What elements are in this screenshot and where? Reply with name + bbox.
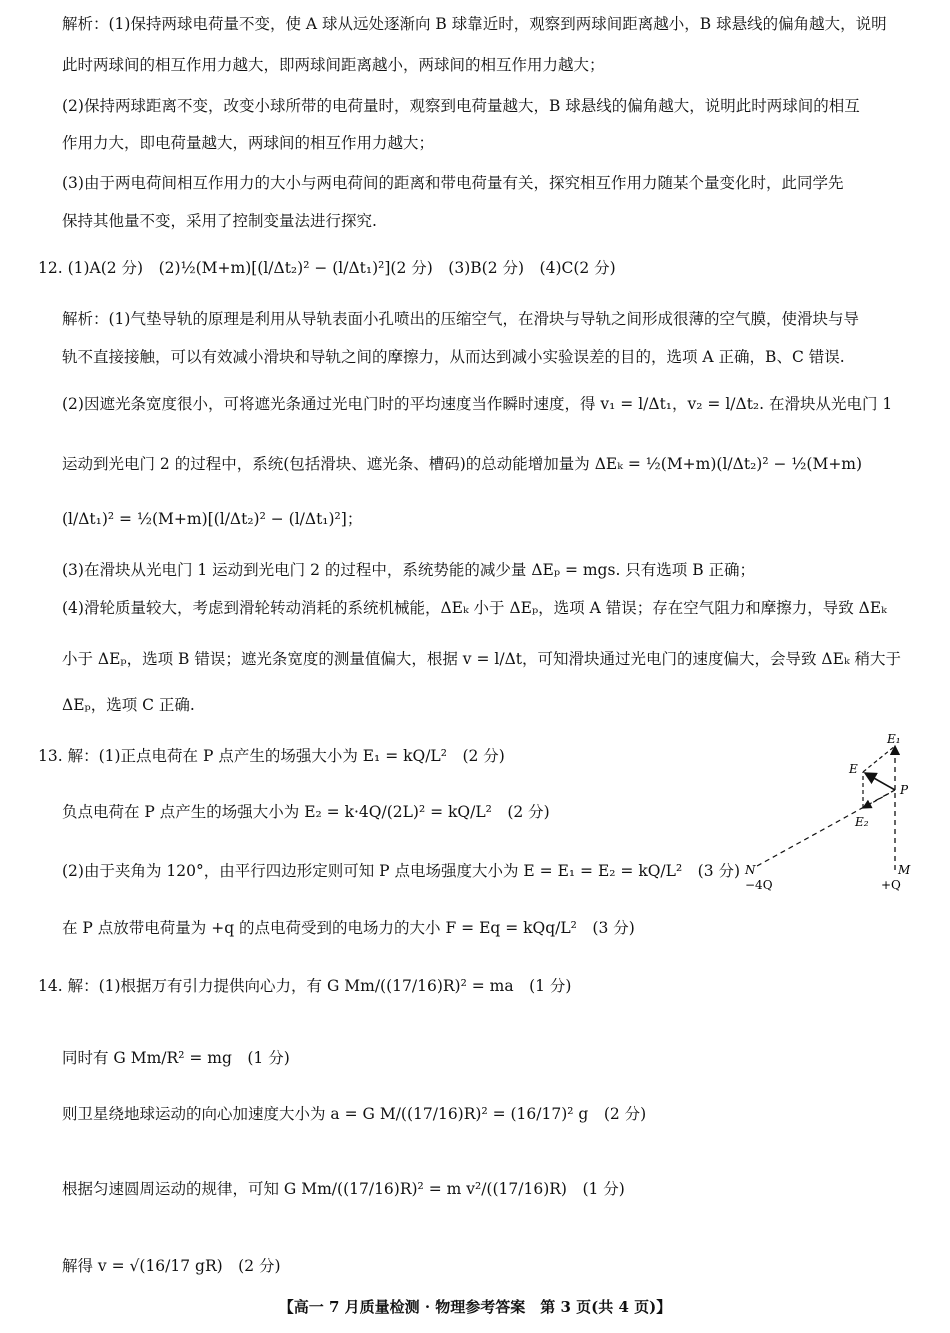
q14-line-1: 14. 解：(1)根据万有引力提供向心力，有 G Mm/((17/16)R)² = ma (1 分) (38, 977, 572, 995)
np-dashed-line (757, 791, 893, 866)
q12-line-2: 轨不直接接触，可以有效减小滑块和导轨之间的摩擦力，从而达到减小实验误差的目的，选项 A 正确，B、C 错误. (62, 348, 845, 366)
q11-line-5: (3)由于两电荷间相互作用力的大小与两电荷间的距离和带电荷量有关，探究相互作用力随某个量变化时，此同学先 (62, 174, 844, 192)
q11-line-4: 作用力大，即电荷量越大，两球间的相互作用力越大； (62, 134, 435, 152)
q12-line-4: 运动到光电门 2 的过程中，系统(包括滑块、遮光条、槽码)的总动能增加量为 ΔEₖ = ½(M+m)(l/Δt₂)² − ½(M+m) (62, 455, 863, 473)
q11-line-2: 此时两球间的相互作用力越大，即两球间距离越小，两球间的相互作用力越大； (62, 56, 605, 74)
q11-line-1: 解析：(1)保持两球电荷量不变，使 A 球从远处逐渐向 B 球靠近时，观察到两球间距离越小，B 球悬线的偏角越大，说明 (62, 15, 887, 33)
q11-line-3: (2)保持两球距离不变，改变小球所带的电荷量时，观察到电荷量越大，B 球悬线的偏角越大，说明此时两球间的相互 (62, 97, 860, 115)
q11-line-6: 保持其他量不变，采用了控制变量法进行探究. (62, 212, 377, 230)
label-e2: E₂ (855, 815, 869, 829)
q12-line-9: ΔEₚ，选项 C 正确. (62, 696, 195, 714)
q12-answer-line: 12. (1)A(2 分) (2)½(M+m)[(l/Δt₂)² − (l/Δt₁)²](2 分) (3)B(2 分) (4)C(2 分) (38, 259, 616, 277)
label-n: N (745, 863, 756, 877)
q12-line-6: (3)在滑块从光电门 1 运动到光电门 2 的过程中，系统势能的减少量 ΔEₚ = mgs. 只有选项 B 正确； (62, 561, 756, 579)
q14-line-4: 根据匀速圆周运动的规律，可知 G Mm/((17/16)R)² = m v²/((17/16)R) (1 分) (62, 1180, 625, 1198)
q13-line-4: 在 P 点放带电荷量为 +q 的点电荷受到的电场力的大小 F = Eq = kQq/L² (3 分) (62, 919, 635, 937)
q14-line-2: 同时有 G Mm/R² = mg (1 分) (62, 1049, 290, 1067)
q12-line-8: 小于 ΔEₚ，选项 B 错误；遮光条宽度的测量值偏大，根据 v = l/Δt，可知滑块通过光电门的速度偏大，会导致 ΔEₖ 稍大于 (62, 650, 902, 668)
label-e1: E₁ (887, 732, 901, 746)
parallelogram-side-top (863, 746, 895, 772)
label-neg-charge: −4Q (745, 878, 773, 892)
q13-line-3: (2)由于夹角为 120°，由平行四边形定则可知 P 点电场强度大小为 E = E₁ = E₂ = kQ/L² (3 分) (62, 862, 741, 880)
field-vector-diagram (735, 728, 920, 898)
label-m: M (898, 863, 911, 877)
q14-line-3: 则卫星绕地球运动的向心加速度大小为 a = G M/((17/16)R)² = (16/17)² g (2 分) (62, 1105, 647, 1123)
page-footer: 【高一 7 月质量检测 · 物理参考答案 第 3 页(共 4 页)】 (278, 1298, 672, 1316)
label-e: E (849, 762, 858, 776)
q12-line-7: (4)滑轮质量较大，考虑到滑轮转动消耗的系统机械能，ΔEₖ 小于 ΔEₚ，选项 A 错误；存在空气阻力和摩擦力，导致 ΔEₖ (62, 599, 887, 617)
q13-line-1: 13. 解：(1)正点电荷在 P 点产生的场强大小为 E₁ = kQ/L² (2 分) (38, 747, 505, 765)
q13-line-2: 负点电荷在 P 点产生的场强大小为 E₂ = k·4Q/(2L)² = kQ/L² (2 分) (62, 803, 550, 821)
q14-line-5: 解得 v = √(16/17 gR) (2 分) (62, 1257, 281, 1275)
q12-line-1: 解析：(1)气垫导轨的原理是利用从导轨表面小孔喷出的压缩空气，在滑块与导轨之间形成很薄的空气膜，使滑块与导 (62, 310, 859, 328)
resultant-e-vector (865, 773, 895, 790)
label-pos-charge: +Q (881, 878, 901, 892)
q12-line-3: (2)因遮光条宽度很小，可将遮光条通过光电门时的平均速度当作瞬时速度，得 v₁ = l/Δt₁，v₂ = l/Δt₂. 在滑块从光电门 1 (62, 395, 893, 413)
q12-line-5: (l/Δt₁)² = ½(M+m)[(l/Δt₂)² − (l/Δt₁)²]； (62, 510, 363, 528)
label-p: P (900, 783, 909, 797)
